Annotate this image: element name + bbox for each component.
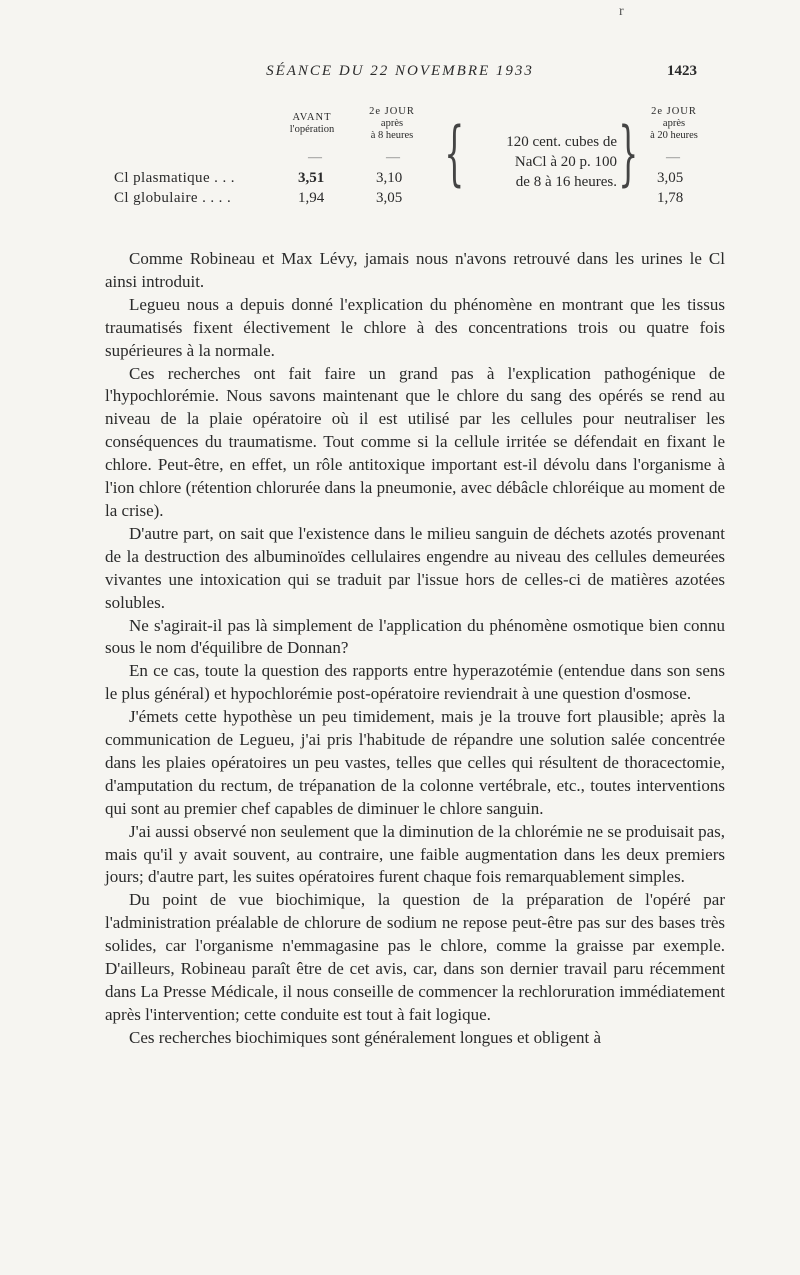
col-header-avant	[272, 112, 352, 136]
value-20h-plasmatique: 3,05	[657, 170, 684, 186]
paragraph: Ces recherches ont fait faire un grand pas à l'explication pathogénique de l'hypochlorémie. Nous savons maintenant que le chlore du sang des opérés se rend au niveau de la plaie opératoire où il est utilisé par les cellules pour neutraliser les conséquences du traumatisme. Tout comme si la cellule irritée se défendait en fixant le chlore. Peut-être, en effet, un rôle antitoxique important est-il dévolu dans l'organisme à l'ion chlore (rétention chlorurée dans la pneumonie, avec débâcle chloréique au moment de la crise).	[105, 363, 725, 520]
col-20h-line-2: après	[662, 118, 686, 129]
paragraph: J'émets cette hypothèse un peu timidement, mais je la trouve fort plausible; après la communication de Legueu, j'ai pris l'habitude de répandre une solution salée concentrée dans les plaies opératoires un peu vastes, telles que celles qui résultent de thoracectomie, d'amputation du rectum, de trépanation de la colonne vertébrale, etc., toutes interventions qui sont au premier chef capables de diminuer le chlore sanguin.	[105, 707, 725, 818]
value-8h-plasmatique: 3,10	[376, 170, 403, 186]
injection-note	[462, 132, 617, 192]
paragraph: En ce cas, toute la question des rapports entre hyperazotémie (entendue dans son sens le plus général) et hypochlorémie post-opératoire reviendrait à une question d'osmose.	[105, 661, 725, 704]
row-label-cl-globulaire: Cl globulaire . . . .	[114, 190, 232, 206]
col-header-2jour-8h	[352, 106, 432, 142]
paragraph: Ces recherches biochimiques sont généralement longues et obligent à	[129, 1027, 602, 1047]
col-header-2jour-20h	[634, 106, 714, 142]
note-line-3: de 8 à 16 heures.	[515, 174, 617, 190]
paragraph: J'ai aussi observé non seulement que la diminution de la chlorémie ne se produisait pas, mais qu'il y avait souvent, au contraire, une faible augmentation dans les deux premiers jours; d'autre part, les suites opératoires furent chaque fois remarquablement simples.	[105, 821, 725, 887]
col-8h-line-3: à 8 heures	[370, 130, 414, 141]
header-title: SÉANCE DU 22 NOVEMBRE 1933	[266, 63, 534, 79]
col-8h-line-1: 2e JOUR	[369, 106, 415, 117]
col-20h-line-1: 2e JOUR	[651, 106, 697, 117]
paragraph: D'autre part, on sait que l'existence dans le milieu sanguin de déchets azotés provenant de la destruction des albuminoïdes cellulaires engendre au niveau des cellules demeurées vivantes une intoxication qui se traduit par l'issue hors de celles-ci de matières azotées solubles.	[105, 523, 725, 612]
right-brace: }	[618, 112, 639, 194]
col-avant-line-2: l'opération	[289, 124, 335, 135]
value-20h-globulaire: 1,78	[657, 190, 684, 206]
note-line-2: NaCl à 20 p. 100	[514, 154, 617, 170]
note-line-1: 120 cent. cubes de	[506, 134, 617, 150]
row-label-cl-plasmatique: Cl plasmatique . . .	[114, 170, 235, 186]
corner-mark: r	[619, 4, 624, 19]
dash-8h: —	[386, 150, 400, 165]
paragraph: Comme Robineau et Max Lévy, jamais nous n'avons retrouvé dans les urines le Cl ainsi introduit.	[105, 249, 725, 291]
col-20h-line-3: à 20 heures	[650, 130, 698, 141]
paragraph: Legueu nous a depuis donné l'explication du phénomène en montrant que les tissus traumatisés fixent électivement le chlore à des concentrations trois ou quatre fois supérieures à la normale.	[105, 294, 725, 360]
body-text	[105, 248, 725, 1050]
value-avant-globulaire: 1,94	[298, 190, 325, 206]
paragraph: Ne s'agirait-il pas là simplement de l'application du phénomène osmotique bien connu sous le nom d'équilibre de Donnan?	[105, 615, 725, 658]
left-brace: {	[444, 112, 465, 194]
value-avant-plasmatique: 3,51	[298, 170, 325, 186]
dash-20h: —	[666, 150, 680, 165]
dash-avant: —	[308, 150, 322, 165]
chlore-table	[0, 106, 800, 214]
col-8h-line-2: après	[380, 118, 404, 129]
col-avant-line-1: AVANT	[292, 112, 332, 123]
running-header	[0, 63, 800, 87]
page-number: 1423	[667, 63, 697, 79]
paragraph: Du point de vue biochimique, la question de la préparation de l'opéré par l'administration préalable de chlorure de sodium ne repose peut-être pas sur des bases très solides, car l'organisme n'emmagasine pas le chlore, comme la graisse par exemple. D'ailleurs, Robineau paraît être de cet avis, car, dans son dernier travail paru récemment dans La Presse Médicale, il nous conseille de commencer la rechloruration immédiatement après l'intervention; cette conduite est tout à fait logique.	[105, 890, 725, 1024]
value-8h-globulaire: 3,05	[376, 190, 403, 206]
